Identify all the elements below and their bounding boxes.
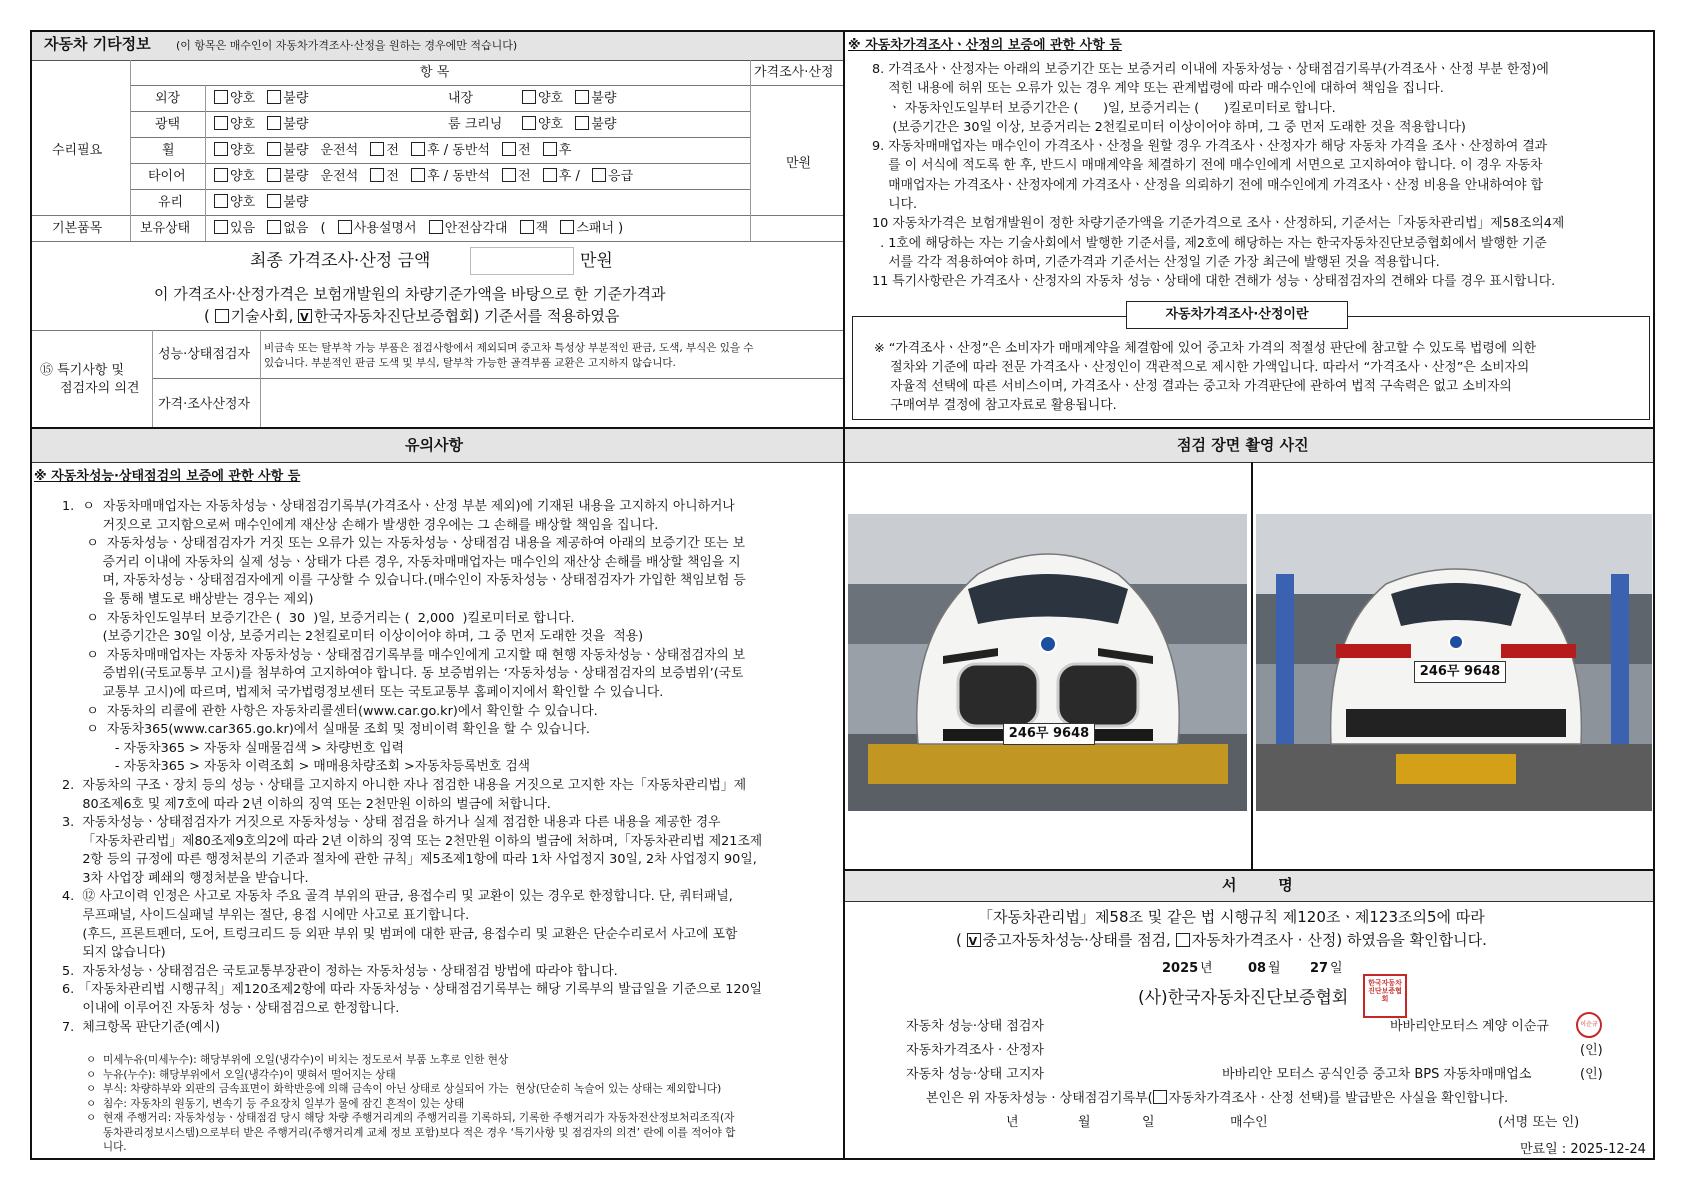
notice-body: 1. ㅇ 자동차매매업자는 자동차성능ㆍ상태점검기록부(가격조사ㆍ산정 부분 제외)에 기재된 내용을 고지하지 아니하거나 거짓으로 고지함으로써 매수인에게 재산상 손해가 발생한 경우에는 그 손해를 배상할 책임을 집니다. ㅇ 자동차성능ㆍ상태점검자가 거짓 또는 오류가 있는 자동차성능ㆍ상태점검 내용을 제공하여 아래의 보증기간 또는 보 증거리 이내에 자동차의 실제 성능ㆍ상태가 다른 경우, 자동차매매업자는 매수인의 재산상 손해를 배상할 책임을 지 며, 자동차성능ㆍ상태점검자에게 이를 구상할 수 있습니다.(매수인이 자동차성능ㆍ상태점검자가 가입한 책임보험 등 을 통해 별도로 배상받는 경우는 제외) ㅇ 자동차인도일부터 보증기간은 ( 30 )일, 보증거리는 ( 2,000 )킬로미터로 합니다. (보증기간은 30일 이상, 보증거리는 2천킬로미터 이상이어야 하며, 그 중 먼저 도래한 것을 적용) ㅇ 자동차매매업자는 자동차 자동차성능ㆍ상태점검기록부를 매수인에게 고지할 때 현행 자동차성능ㆍ상태점검자의 보 증범위(국토교통부 고시)를 첨부하여 고지하여야 합니다. 동 보증범위는 ‘자동차성능ㆍ상태점검자의 보증범위’(국토 교통부 고시)에 따르며, 법제처 국가법령정보센터 또는 국토교통부 홈페이지에서 확인할 수 있습니다. ㅇ 자동차의 리콜에 관한 사항은 자동차리콜센터(www.car.go.kr)에서 확인할 수 있습니다. ㅇ 자동차365(www.car365.go.kr)에서 실매물 조회 및 정비이력 확인을 할 수 있습니다. - 자동차365 > 자동차 실매물검색 > 차량번호 입력 - 자동차365 > 자동차 이력조회 > 매매용차량조회 >자동차등록번호 검색 2. 자동차의 구조ㆍ장치 등의 성능ㆍ상태를 고지하지 아니한 자나 점검한 내용을 거짓으로 고지한 자는「자동차관리법」제 80조제6호 및 제7호에 따라 2년 이하의 징역 또는 2천만원 이하의 벌금에 처합니다. 3. 자동차성능ㆍ상태점검자가 거짓으로 자동차성능ㆍ상태 점검을 하거나 실제 점검한 내용과 다른 내용을 제공한 경우 「자동차관리법」제80조제9호의2에 따라 2년 이하의 징역 또는 2천만원 이하의 벌금에 처하며,「자동차관리법 제21조제 2항 등의 규정에 따른 행정처분의 기준과 절차에 관한 규칙」제5조제1항에 따라 1차 사업정지 30일, 2차 사업정지 90일, 3차 사업장 폐쇄의 행정처분을 받습니다. 4. ⑫ 사고이력 인정은 사고로 자동차 주요 골격 부위의 판금, 용접수리 및 교환이 있는 경우로 한정합니다. 단, 쿼터패널, 루프패널, 사이드실패널 부위는 절단, 용접 시에만 사고로 표기합니다. (후드, 프론트펜더, 도어, 트렁크리드 등 외판 부위 및 범퍼에 대한 판금, 용접수리 및 교환은 단순수리로서 사고에 포함 되지 않습니다) 5. 자동차성능ㆍ상태점검은 국토교통부장관이 정하는 자동차성능ㆍ상태점검 방법에 따라야 합니다. 6. 「자동차관리법 시행규칙」제120조제2항에 따라 자동차성능ㆍ상태점검기록부는 해당 기록부의 발급일을 기준으로 120일 이내에 이루어진 자동차 성능ㆍ상태점검으로 한정합니다. 7. 체크항목 판단기준(예시) [62, 499, 763, 1035]
basis-options: ( 기술사회, V 한국자동차진단보증협회) 기준서를 적용하였음 [204, 306, 619, 326]
criteria-list: ㅇ 미세누유(미세누수): 해당부위에 오일(냉각수)이 비치는 정도로서 부품 노후로 인한 현상 ㅇ 누유(누수): 해당부위에서 오일(냉각수)이 맺혀서 떨어지는 상태 ㅇ 부식: 차량하부와 외판의 금속표면이 화학반응에 의해 금속이 아닌 상태로 상실되어 가는 현상(단순히 녹슬어 있는 상태는 제외합니다) ㅇ 침수: 자동차의 원동기, 변속기 등 주요장치 일부가 물에 잠긴 흔적이 있는 상태 ㅇ 현재 주행거리: 자동차성능ㆍ상태점검 당시 해당 차량 주행거리계의 주행거리를 기록하되, 기록한 주행거리가 자동차전산정보처리조직(자 동차관리정보시스템)으로부터 받은 주행거리(주행거리계 교체 정보 포함)보다 적은 경우 ‘특기사항 및 점검자의 의견’ 란에 이를 적어야 합 니다. [86, 1054, 736, 1153]
checkbox[interactable] [338, 220, 352, 234]
row-tire: 타이어 [148, 169, 186, 184]
appraiser-seal: (인) [1580, 1043, 1603, 1058]
checkbox-tech-society[interactable] [215, 309, 229, 323]
row-glass: 유리 [158, 195, 184, 210]
final-price-unit: 만원 [580, 251, 613, 271]
notifier-seal: (인) [1580, 1067, 1603, 1082]
checkbox[interactable] [575, 116, 589, 130]
signature-title: 서 명 [1222, 876, 1293, 894]
checkbox[interactable] [502, 142, 516, 156]
checkbox[interactable] [214, 90, 228, 104]
checkbox[interactable] [267, 194, 281, 208]
checkbox[interactable] [592, 168, 606, 182]
checkbox[interactable] [522, 90, 536, 104]
final-price-label: 최종 가격조사·산정 금액 [250, 251, 431, 271]
basis-line: 이 가격조사·산정가격은 보험개발원의 차량기준가액을 바탕으로 한 기준가격과 [154, 285, 666, 303]
wheel-options: 양호 불량 운전석 전 후 / 동반석 전 후 [214, 142, 579, 159]
blank-day-unit: 일 [1142, 1115, 1155, 1130]
signature-law-line: 「자동차관리법」제58조 및 같은 법 시행규칙 제120조ㆍ제123조의5에 따라 [978, 908, 1485, 926]
info-note: (이 항목은 매수인이 자동차가격조사·산정을 원하는 경우에만 적습니다) [176, 39, 518, 52]
day-unit: 일 [1330, 961, 1343, 976]
checkbox[interactable] [370, 142, 384, 156]
checkbox[interactable] [267, 142, 281, 156]
notifier-sign-label: 자동차 성능·상태 고지자 [906, 1067, 1044, 1082]
row-interior: 내장 [448, 91, 474, 106]
tire-options: 양호 불량 운전석 전 후 / 동반석 전 후 / 응급 [214, 168, 641, 185]
room-cleaning-options: 양호 불량 [522, 116, 624, 133]
expiry-date: 만료일 : 2025-12-24 [1520, 1142, 1646, 1157]
price-header: 가격조사·산정 [754, 65, 834, 80]
price-warranty-body: 8. 가격조사ㆍ산정자는 아래의 보증기간 또는 보증거리 이내에 자동차성능ㆍ상태점검기록부(가격조사ㆍ산정 부분 한정)에 적힌 내용에 허위 또는 오류가 있는 경우 계약 또는 관계법령에 따라 매수인에 대하여 책임을 집니다. ㆍ 자동차인도일부터 보증기간은 ( )일, 보증거리는 ( )킬로미터로 합니다. (보증기간은 30일 이상, 보증거리는 2천킬로미터 이상이어야 하며, 그 중 먼저 도래한 것을 적용합니다) 9. 자동차매매업자는 매수인이 가격조사ㆍ산정을 원할 경우 가격조사ㆍ산정자가 해당 자동차 가격을 조사ㆍ산정하여 결과 를 이 서식에 적도록 한 후, 반드시 매매계약을 체결하기 전에 매수인에게 서면으로 고지하여야 합니다. 이 경우 자동차 매매업자는 가격조사ㆍ산정자에게 가격조사ㆍ산정을 의뢰하기 전에 매수인에게 가격조사ㆍ산정 비용을 안내하여야 합 니다. 10 자동차가격은 보험개발원이 정한 차량기준가액을 기준가격으로 조사ㆍ산정하되, 기준서는「자동차관리법」제58조의4제 . 1호에 해당하는 자는 기술사회에서 발행한 기준서를, 제2호에 해당하는 자는 한국자동차진단보증협회에서 발행한 기준 서를 각각 적용하여야 하며, 기준가격과 기준서는 산정일 기준 가장 최근에 발행된 것을 적용합니다. 11 특기사항란은 가격조사ㆍ산정자의 자동차 성능ㆍ상태에 대한 견해가 성능ㆍ상태점검자의 견해와 다를 경우 표시합니다. [872, 62, 1565, 290]
checkbox[interactable] [502, 168, 516, 182]
repair-label: 수리필요 [52, 143, 103, 158]
appraiser-sign-label: 자동차가격조사 · 산정자 [906, 1043, 1044, 1058]
checkbox[interactable] [267, 90, 281, 104]
issue-month: 08 [1248, 961, 1267, 976]
receipt-confirm-line: 본인은 위 자동차성능 · 상태점검기록부( 자동차가격조사 · 산정 선택)를 발급받은 사실을 확인합니다. [926, 1091, 1509, 1106]
final-price-input[interactable] [470, 247, 574, 275]
row-exterior: 외장 [155, 91, 181, 106]
column-divider [843, 30, 845, 1160]
rear-plate: 246무 9648 [1414, 661, 1506, 683]
checkbox[interactable] [370, 168, 384, 182]
glass-options: 양호 불량 [214, 194, 316, 211]
inspector-sign-label: 자동차 성능·상태 점검자 [906, 1019, 1044, 1034]
front-plate: 246무 9648 [1003, 723, 1095, 745]
row-holding: 보유상태 [140, 221, 191, 236]
year-unit: 년 [1200, 961, 1213, 976]
interior-options: 양호 불량 [522, 90, 624, 107]
front-photo [848, 514, 1247, 811]
signature-confirm-line: ( V 중고자동차성능·상태를 점검, 자동차가격조사 · 산정) 하였음을 확인합니다. [956, 930, 1487, 950]
inspector-opinion-2: 있습니다. 부분적인 판금 도색 및 부식, 탈부착 가능한 골격부품 교환은 고지하지 않습니다. [264, 357, 676, 369]
checkbox[interactable] [543, 142, 557, 156]
checkbox-kaida[interactable] [298, 309, 312, 323]
definition-body: ※ “가격조사ㆍ산정”은 소비자가 매매계약을 체결함에 있어 중고차 가격의 적절성 판단에 참고할 수 있도록 법령에 의한 절차와 기준에 따라 전문 가격조사ㆍ산정인이 객관적으로 제시한 가액입니다. 따라서 “가격조사ㆍ산정”은 소비자의 자율적 선택에 따른 서비스이며, 가격조사ㆍ산정 결과는 중고차 가격판단에 관하여 법적 구속력은 없고 소비자의 구매여부 결정에 참고자료로 활용됩니다. [874, 341, 1536, 413]
checkbox-price-selection[interactable] [1153, 1090, 1167, 1104]
checkbox[interactable] [575, 90, 589, 104]
checkbox[interactable] [411, 142, 425, 156]
checkbox[interactable] [267, 116, 281, 130]
month-unit: 월 [1268, 961, 1281, 976]
price-warranty-heading: ※ 자동차가격조사ㆍ산정의 보증에 관한 사항 등 [848, 38, 1122, 53]
inspector-opinion-label: 성능·상태점검자 [158, 347, 251, 362]
checkbox[interactable] [214, 194, 228, 208]
blank-month-unit: 월 [1078, 1115, 1091, 1130]
special-label-1: ⑮ 특기사항 및 [40, 363, 125, 378]
checkbox[interactable] [522, 116, 536, 130]
buyer-label: 매수인 [1230, 1115, 1268, 1130]
checkbox[interactable] [214, 168, 228, 182]
issue-day: 27 [1310, 961, 1329, 976]
row-wheel: 휠 [162, 143, 175, 158]
exterior-options: 양호 불량 [214, 90, 316, 107]
inspector-sign-name: 바바리안모터스 계양 이순규 [1390, 1019, 1549, 1034]
checkbox[interactable] [214, 142, 228, 156]
appraiser-opinion-label: 가격·조사산정자 [158, 397, 251, 412]
checkbox-price[interactable] [1176, 933, 1190, 947]
special-label-2: 점검자의 의견 [60, 381, 140, 396]
notice-title: 유의사항 [405, 436, 463, 454]
blank-year-unit: 년 [1006, 1115, 1019, 1130]
photos-title: 점검 장면 촬영 사진 [1177, 436, 1309, 454]
info-title: 자동차 기타정보 [44, 35, 151, 53]
checkbox[interactable] [560, 220, 574, 234]
checkbox[interactable] [267, 220, 281, 234]
inspector-opinion-1: 비금속 또는 탈부착 가능 부품은 점검사항에서 제외되며 중고차 특성상 부분적인 판금, 도색, 부식은 있을 수 [264, 342, 754, 354]
row-room-cleaning: 룸 크리닝 [448, 117, 503, 132]
checkbox[interactable] [411, 168, 425, 182]
organization-name: (사)한국자동차진단보증협회 [1138, 988, 1349, 1008]
inspector-seal: 이순규 [1576, 1012, 1602, 1038]
notice-heading: ※ 자동차성능·상태점검의 보증에 관한 사항 등 [34, 469, 301, 484]
definition-title: 자동차가격조사·산정이란 [1126, 301, 1348, 329]
checkbox[interactable] [214, 116, 228, 130]
buyer-sign: (서명 또는 인) [1498, 1115, 1580, 1130]
issue-year: 2025 [1162, 961, 1199, 976]
organization-stamp: 한국자동차진단보증협회 [1363, 974, 1407, 1018]
checkbox[interactable] [429, 220, 443, 234]
checkbox[interactable] [520, 220, 534, 234]
checkbox[interactable] [214, 220, 228, 234]
checkbox-performance[interactable] [967, 933, 981, 947]
basic-items-label: 기본품목 [52, 221, 103, 236]
item-header: 항 목 [420, 65, 450, 80]
price-unit: 만원 [786, 156, 812, 171]
row-polish: 광택 [155, 117, 181, 132]
notifier-sign-name: 바바리안 모터스 공식인증 중고차 BPS 자동차매매업소 [1222, 1067, 1532, 1082]
rear-photo [1256, 514, 1652, 811]
polish-options: 양호 불량 [214, 116, 316, 133]
checkbox[interactable] [267, 168, 281, 182]
checkbox[interactable] [543, 168, 557, 182]
holding-options: 있음 없음 ( 사용설명서 안전삼각대 잭 스패너 ) [214, 220, 631, 237]
